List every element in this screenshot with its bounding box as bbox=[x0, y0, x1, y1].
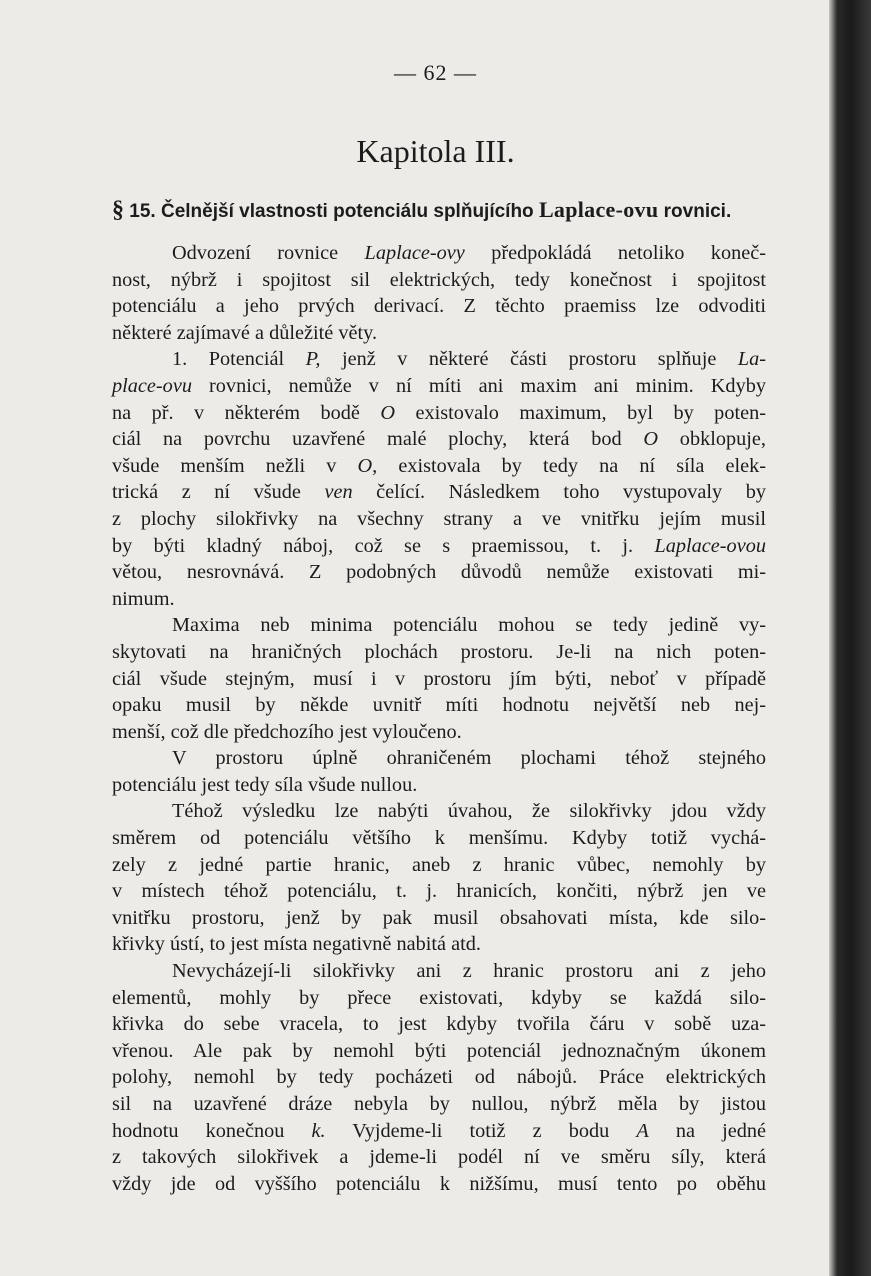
text-line: vnitřku prostoru, jenž by pak musil obsahovati místa, kde silo- bbox=[112, 906, 766, 929]
text-line: vřenou. Ale pak by nemohl býti potenciál jednoznačným úkonem bbox=[112, 1039, 766, 1062]
page-edge bbox=[829, 0, 871, 1276]
text-line: V prostoru úplně ohraničeném plochami téhož stejného bbox=[172, 747, 766, 770]
text-line: place-ovu rovnici, nemůže v ní míti ani maxim ani minim. Kdyby bbox=[112, 374, 766, 397]
text-line: Odvození rovnice Laplace-ovy předpokládá netoliko koneč- bbox=[172, 242, 766, 264]
text-line: trická z ní všude ven čelící. Následkem toho vystupovaly by bbox=[112, 481, 766, 504]
text-line: sil na uzavřené dráze nebyla by nullou, nýbrž měla by jistou bbox=[112, 1093, 766, 1115]
text-line: na př. v některém bodě O existovalo maximum, byl by poten- bbox=[112, 401, 766, 424]
text-line: Nevycházejí-li silokřivky ani z hranic prostoru ani z jeho bbox=[172, 960, 766, 983]
text-line: vždy jde od vyššího potenciálu k nižšímu, musí tento po oběhu bbox=[112, 1172, 766, 1195]
text-line: křivky ústí, to jest místa negativně nabitá atd. bbox=[112, 933, 481, 956]
section-heading bbox=[112, 197, 772, 224]
body-text bbox=[112, 240, 766, 1197]
text-line: větou, nesrovnává. Z podobných důvodů nemůže existovati mi- bbox=[112, 561, 766, 584]
text-line: Maxima neb minima potenciálu mohou se tedy jedině vy- bbox=[172, 614, 766, 637]
text-line: menší, což dle předchozího jest vyloučeno. bbox=[112, 720, 462, 743]
text-line: 1. Potenciál P, jenž v některé části prostoru splňuje La- bbox=[172, 348, 767, 371]
section-symbol: § bbox=[112, 197, 124, 223]
section-number: 15. bbox=[129, 201, 156, 222]
text-line: hodnotu konečnou k. Vyjdeme-li totiž z bodu A na jedné bbox=[112, 1119, 766, 1142]
section-title-part1: Čelnější vlastnosti potenciálu splňujícího bbox=[160, 201, 534, 222]
text-line: Téhož výsledku lze nabýti úvahou, že silokřivky jdou vždy bbox=[172, 800, 766, 823]
text-line: zely z jedné partie hranic, aneb z hranic vůbec, nemohly by bbox=[112, 853, 766, 876]
text-line: nimum. bbox=[112, 587, 175, 610]
page-number: — 62 — bbox=[394, 60, 477, 85]
text-line: ciál všude stejným, musí i v prostoru jím býti, neboť v případě bbox=[112, 667, 766, 690]
text-line: z takových silokřivek a jdeme-li podél ní ve směru síly, která bbox=[112, 1146, 766, 1169]
text-line: by býti kladný náboj, což se s praemissou, t. j. Laplace-ovou bbox=[112, 534, 766, 557]
text-line: některé zajímavé a důležité věty. bbox=[112, 321, 378, 344]
text-line: nost, nýbrž i spojitost sil elektrických, tedy konečnost i spojitost bbox=[112, 268, 766, 291]
text-line: směrem od potenciálu většího k menšímu. Kdyby totiž vychá- bbox=[112, 827, 766, 850]
text-line: z plochy silokřivky na všechny strany a ve vnitřku jejím musil bbox=[112, 507, 766, 530]
section-title-name: Laplace-ovu bbox=[538, 197, 659, 222]
text-line: skytovati na hraničných plochách prostoru. Je-li na nich poten- bbox=[112, 640, 766, 663]
text-line: opaku musil by někde uvnitř míti hodnotu největší neb nej- bbox=[112, 694, 766, 717]
text-line: ciál na povrchu uzavřené malé plochy, která bod O obklopuje, bbox=[112, 428, 766, 451]
text-line: křivka do sebe vracela, to jest kdyby tvořila čáru v sobě uza- bbox=[112, 1013, 766, 1036]
text-line: elementů, mohly by přece existovati, kdyby se každá silo- bbox=[112, 986, 766, 1009]
text-line: potenciálu a jeho prvých derivací. Z těchto praemiss lze odvoditi bbox=[112, 295, 766, 318]
text-line: v místech téhož potenciálu, t. j. hranicích, končiti, nýbrž jen ve bbox=[112, 880, 766, 903]
text-line: všude menším nežli v O, existovala by tedy na ní síla elek- bbox=[112, 454, 767, 477]
chapter-title: Kapitola III. bbox=[356, 133, 515, 169]
text-line: potenciálu jest tedy síla všude nullou. bbox=[112, 773, 418, 796]
text-line: polohy, nemohl by tedy pocházeti od nábojů. Práce elektrických bbox=[112, 1066, 766, 1089]
section-title-part2: rovnici. bbox=[663, 201, 732, 222]
